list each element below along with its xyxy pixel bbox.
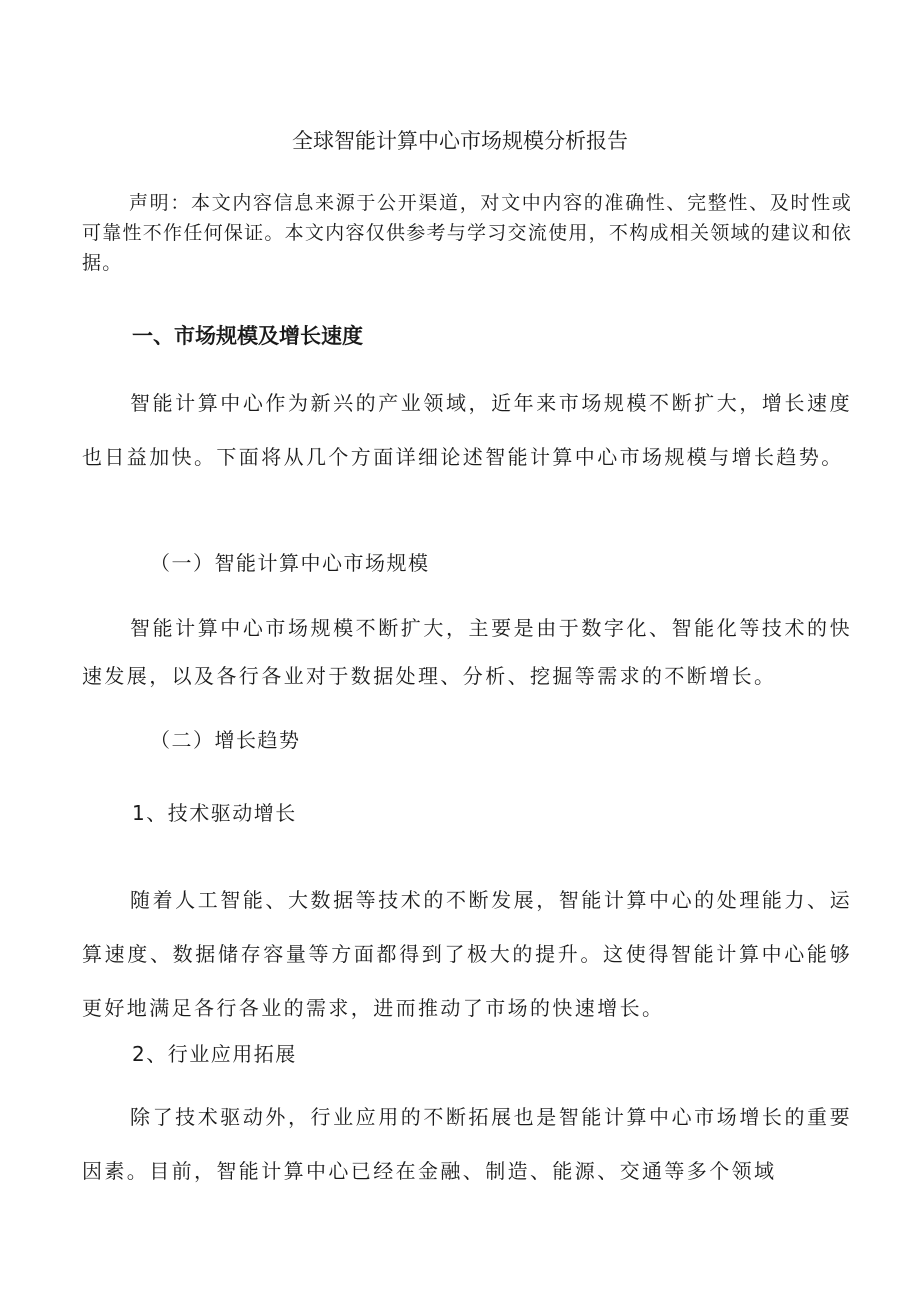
industry-expansion-paragraph: 除了技术驱动外，行业应用的不断拓展也是智能计算中心市场增长的重要因素。目前，智能计算中心已经在金融、制造、能源、交通等多个领域 — [82, 1105, 852, 1183]
disclaimer-paragraph: 声明：本文内容信息来源于公开渠道，对文中内容的准确性、完整性、及时性或可靠性不作任何保证。本文内容仅供参考与学习交流使用，不构成相关领域的建议和依据。 — [82, 192, 852, 274]
section-heading-market-size: 一、市场规模及增长速度 — [132, 324, 363, 348]
subsection-heading-market-size: （一）智能计算中心市场规模 — [150, 551, 430, 575]
subsection-heading-growth-trend: （二）增长趋势 — [150, 728, 301, 752]
document-title: 全球智能计算中心市场规模分析报告 — [292, 129, 628, 153]
tech-driven-paragraph: 随着人工智能、大数据等技术的不断发展，智能计算中心的处理能力、运算速度、数据储存容量等方面都得到了极大的提升。这使得智能计算中心能够更好地满足各行各业的需求，进而推动了市场的快速增长。 — [82, 888, 852, 1020]
market-size-paragraph: 智能计算中心市场规模不断扩大，主要是由于数字化、智能化等技术的快速发展，以及各行各业对于数据处理、分析、挖掘等需求的不断增长。 — [82, 616, 852, 688]
item-heading-industry-expansion: 2、行业应用拓展 — [132, 1042, 297, 1066]
section-intro-paragraph: 智能计算中心作为新兴的产业领域，近年来市场规模不断扩大，增长速度也日益加快。下面将从几个方面详细论述智能计算中心市场规模与增长趋势。 — [82, 391, 852, 469]
item-heading-tech-driven: 1、技术驱动增长 — [132, 801, 297, 825]
